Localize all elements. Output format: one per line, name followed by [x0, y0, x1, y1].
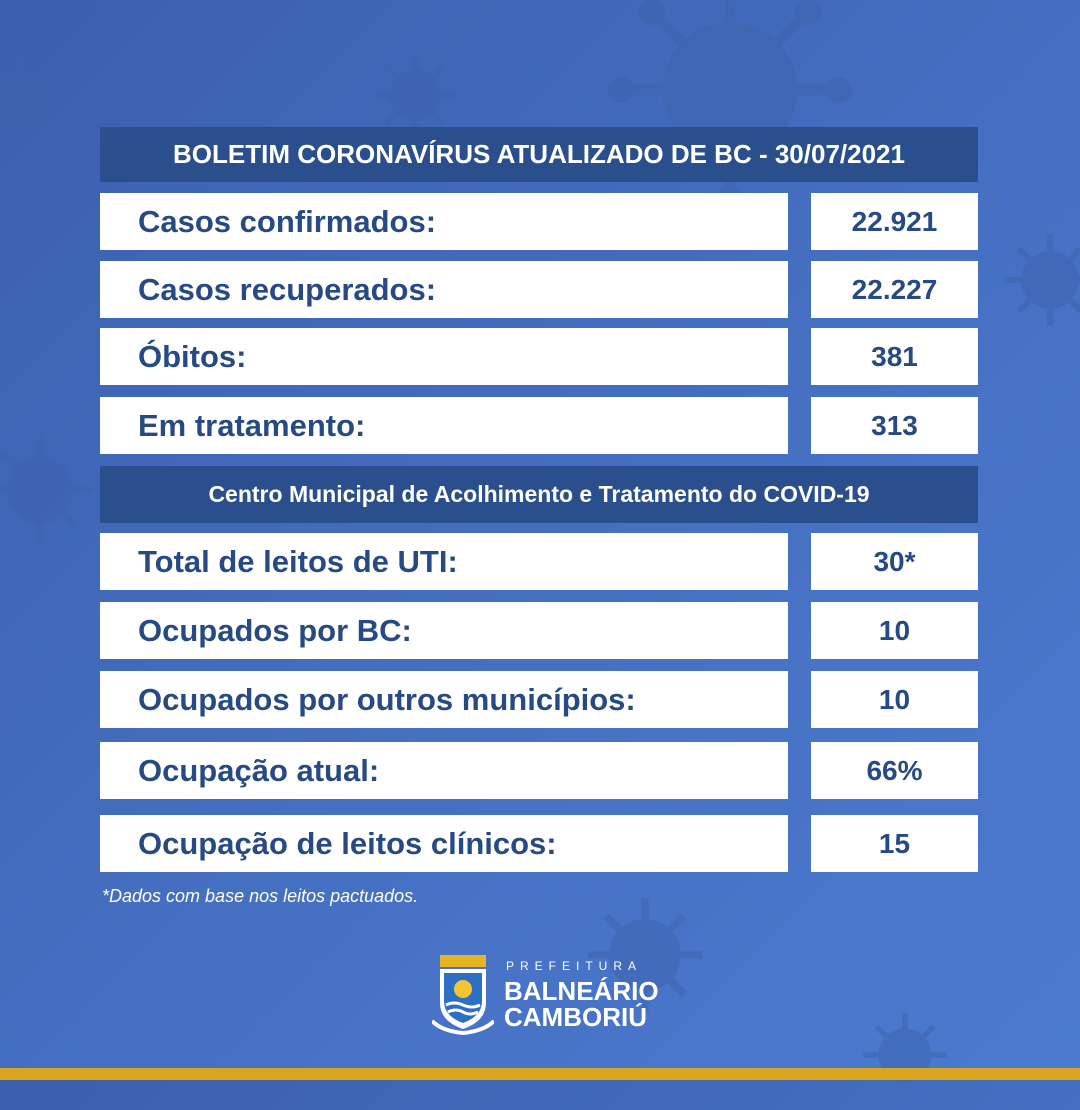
stat-label-box — [100, 815, 788, 872]
stat-label: Casos confirmados: — [138, 203, 437, 239]
stat-value: 10 — [878, 614, 911, 646]
stat-value-box — [811, 742, 978, 799]
stat-row — [100, 193, 978, 250]
coat-of-arms-icon — [432, 955, 494, 1040]
stat-label-box — [100, 742, 788, 799]
stat-value-box — [811, 602, 978, 659]
bulletin-title-text: BOLETIM CORONAVÍRUS ATUALIZADO DE BC - 30/07/2021 — [173, 139, 905, 169]
stat-row — [100, 397, 978, 454]
stat-label-box — [100, 533, 788, 590]
stat-label: Ocupados por outros municípios: — [138, 681, 636, 717]
stat-value: 10 — [878, 683, 911, 715]
stat-label-box — [100, 602, 788, 659]
stat-label: Casos recuperados: — [138, 271, 437, 307]
logo-camboriu: CAMBORIÚ — [504, 1002, 647, 1032]
virus-icon — [0, 40, 80, 160]
stat-value-box — [811, 397, 978, 454]
stat-value: 22.227 — [851, 273, 938, 305]
stat-label-box — [100, 193, 788, 250]
stat-row — [100, 602, 978, 659]
stat-label-box — [100, 397, 788, 454]
stat-row — [100, 261, 978, 318]
stat-value-box — [811, 328, 978, 385]
logo-prefeitura: PREFEITURA — [506, 959, 643, 973]
center-title-text: Centro Municipal de Acolhimento e Tratamento do COVID-19 — [208, 481, 870, 507]
virus-icon — [850, 1000, 960, 1110]
virus-icon — [600, 0, 860, 220]
stat-label: Ocupação de leitos clínicos: — [138, 825, 557, 861]
stat-label-box — [100, 261, 788, 318]
stat-row — [100, 328, 978, 385]
stat-label: Ocupação atual: — [138, 752, 380, 788]
stat-row — [100, 671, 978, 728]
bottom-accent-bar — [0, 1068, 1080, 1080]
stat-value-box — [811, 193, 978, 250]
stat-label: Ocupados por BC: — [138, 612, 412, 648]
stat-value: 15 — [878, 827, 911, 859]
stat-value-box — [811, 815, 978, 872]
bulletin-title — [100, 127, 978, 182]
stat-value-box — [811, 671, 978, 728]
stat-label: Óbitos: — [138, 338, 247, 374]
footnote: *Dados com base nos leitos pactuados. — [102, 886, 419, 906]
stat-label-box — [100, 328, 788, 385]
stat-value: 313 — [871, 409, 918, 441]
stat-value-box — [811, 261, 978, 318]
stat-value-box — [811, 533, 978, 590]
city-logo — [432, 955, 659, 1035]
stat-value: 381 — [871, 340, 918, 372]
logo-balneario: BALNEÁRIO — [504, 976, 659, 1006]
stat-label: Em tratamento: — [138, 407, 366, 443]
stat-row — [100, 815, 978, 872]
stat-value: 22.921 — [851, 205, 938, 237]
stat-value: 66% — [866, 754, 923, 786]
virus-icon — [990, 220, 1080, 340]
stat-label: Total de leitos de UTI: — [138, 543, 458, 579]
stat-row — [100, 742, 978, 799]
stat-row — [100, 533, 978, 590]
stat-value: 30* — [873, 545, 916, 577]
stat-label-box — [100, 671, 788, 728]
center-title — [100, 466, 978, 523]
virus-icon — [0, 420, 110, 560]
